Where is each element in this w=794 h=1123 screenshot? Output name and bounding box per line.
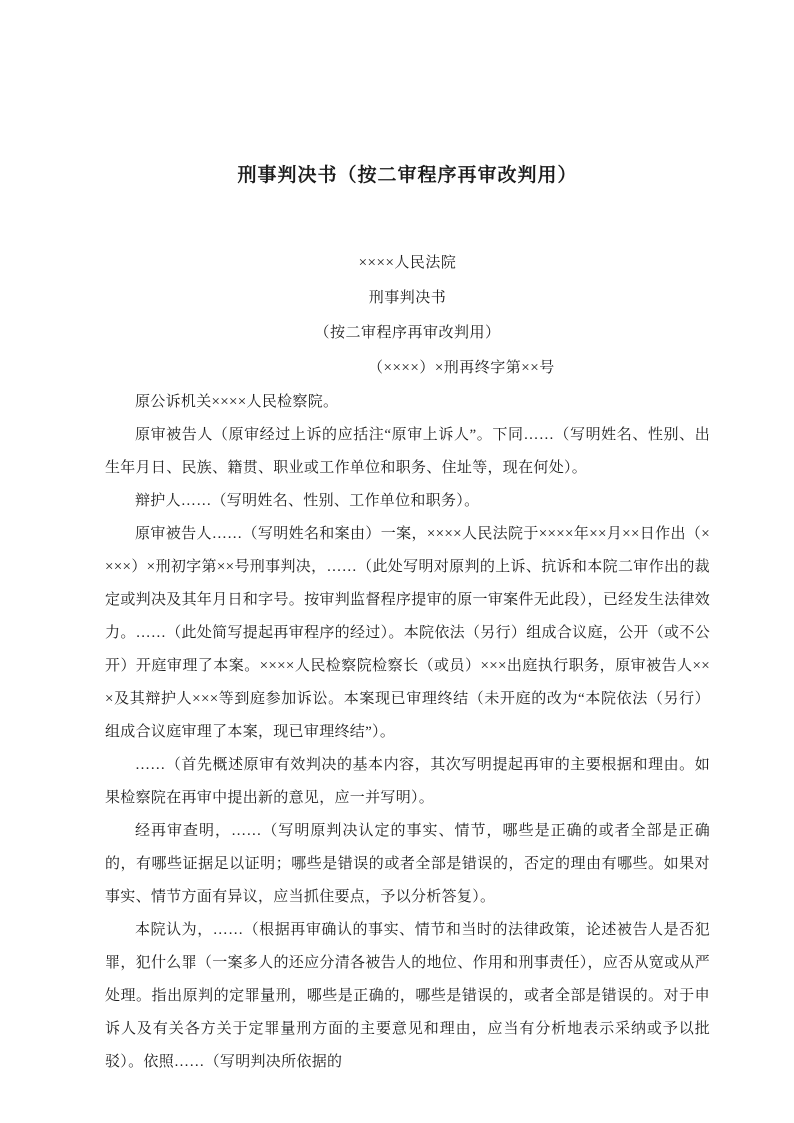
paragraph-original-defendant-info: 原审被告人（原审经过上诉的应括注“原审上诉人”。下同……（写明姓名、性别、出生年月日、民族、籍贯、职业或工作单位和职务、住址等，现在何处）。 [105,427,710,476]
paragraph-case-history: 原审被告人……（写明姓名和案由）一案，××××人民法院于××××年××月××日作出（××××）×刑初字第××号刑事判决，……（此处写明对原判的上诉、抗诉和本院二审作出的裁定或判决及其年月日和字号。按审判监督程序提审的原一审案件无此段），已经发生法律效力。……（此处简写提起再审程序的经过）。本院依法（另行）组成合议庭，公开（或不公开）开庭审理了本案。××××人民检察院检察长（或员）×××出庭执行职务，原审被告人×××及其辩护人×××等到庭参加诉讼。本案现已审理终结（未开庭的改为“本院依法（另行）组成合议庭审理了本案，现已审理终结”）。 [105,526,710,740]
paragraph-retrial-grounds: ……（首先概述原审有效判决的基本内容，其次写明提起再审的主要根据和理由。如果检察院在再审中提出新的意见，应一并写明）。 [105,757,710,806]
document-subtitle: （按二审程序再审改判用） [314,325,501,341]
court-name: ××××人民法院 [358,255,457,271]
paragraph-defender-info: 辩护人……（写明姓名、性别、工作单位和职务）。 [135,493,480,509]
case-number: （××××）×刑再终字第××号 [368,360,555,376]
document-body [105,386,710,1079]
paragraph-court-opinion: 本院认为，……（根据再审确认的事实、情节和当时的法律政策，论述被告人是否犯罪，犯什么罪（一案多人的还应分清各被告人的地位、作用和刑事责任），应否从宽或从严处理。指出原判的定罪量刑，哪些是正确的，哪些是错误的，或者全部是错误的。对于申诉人及有关各方关于定罪量刑方面的主要意见和理由，应当有分析地表示采纳或予以批驳）。依照……（写明判决所依据的 [105,922,710,1070]
document-type: 刑事判决书 [368,290,447,306]
paragraph-retrial-findings: 经再审查明，……（写明原判决认定的事实、情节，哪些是正确的或者全部是正确的，有哪些证据足以证明；哪些是错误的或者全部是错误的，否定的理由有哪些。如果对事实、情节方面有异议，应当抓住要点，予以分析答复）。 [105,823,710,905]
document-title: 刑事判决书（按二审程序再审改判用） [237,165,578,186]
paragraph-prosecution-organ: 原公诉机关××××人民检察院。 [135,394,339,410]
